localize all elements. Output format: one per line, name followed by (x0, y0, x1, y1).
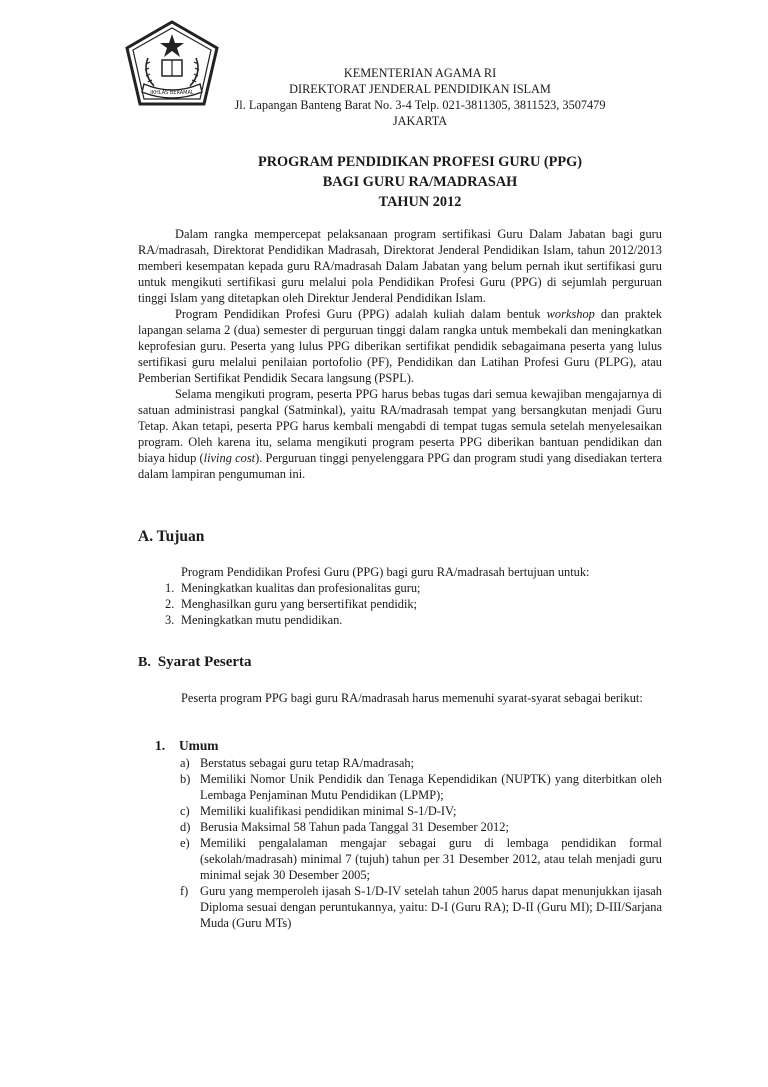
list-item-number: c) (180, 804, 190, 818)
letterhead (150, 65, 690, 129)
list-item-text: Guru yang memperoleh ijasah S-1/D-IV setelah tahun 2005 harus dapat menunjukkan ijasah Diploma sesuai dengan peruntukannya, yaitu: D-I (Guru RA); D-II (Guru MI); D-III/Sarjana Muda (Guru MTs) (200, 884, 662, 930)
list-item-text: Meningkatkan kualitas dan profesionalitas guru; (181, 581, 421, 595)
paragraph-2-text: Program Pendidikan Profesi Guru (PPG) adalah kuliah dalam bentuk (175, 307, 547, 321)
list-item-number: 2. (165, 597, 175, 611)
list-item-text: Memiliki kualifikasi pendidikan minimal S-1/D-IV; (200, 804, 457, 818)
section-a-heading: A. Tujuan (138, 528, 205, 545)
section-a-intro: Program Pendidikan Profesi Guru (PPG) bagi guru RA/madrasah bertujuan untuk: (181, 565, 590, 579)
ministry-name: KEMENTERIAN AGAMA RI (343, 66, 497, 80)
paragraph-3 (138, 386, 662, 482)
list-item-number: 3. (165, 613, 175, 627)
title-line-2: BAGI GURU RA/MADRASAH (322, 174, 518, 190)
requirements-list (180, 755, 662, 931)
list-item-number: e) (180, 836, 190, 850)
paragraph-3-emphasis: living cost (203, 451, 256, 465)
list-item-number: a) (180, 756, 190, 770)
paragraph-3-text: Selama mengikuti program, peserta PPG harus bebas tugas dari semua kewajiban mengajarnya di satuan administrasi pangkal (Satminkal), yaitu RA/madrasah tempat yang bersangkutan menjadi Guru Tetap. Akan tetapi, peserta PPG harus kembali mengabdi di tempat tugas semula setelah menyelesaikan program. Oleh karena itu, selama mengikuti program peserta PPG diberikan bantuan pendidikan dan biaya hidup ( (138, 387, 662, 465)
list-item-number: f) (180, 884, 189, 898)
list-item (180, 883, 662, 931)
list-item (165, 612, 421, 628)
city-name: JAKARTA (392, 114, 448, 128)
address-line: Jl. Lapangan Banteng Barat No. 3-4 Telp. 021-3811305, 3811523, 3507479 (234, 98, 606, 112)
list-item-number: d) (180, 820, 191, 834)
paragraph-2-text-end: dan praktek lapangan selama 2 (dua) semester di perguruan tinggi dalam rangka untuk membekali dan meningkatkan keprofesian guru. Peserta yang lulus PPG diberikan sertifikat pendidik sebagaimana peserta yang lulus sertifikasi guru melalui penilaian portofolio (PF), Pendidikan dan Latihan Profesi Guru (PLPG), atau Pemberian Sertifikat Pendidik Secara langsung (PSPL). (138, 307, 662, 385)
title-line-3: TAHUN 2012 (378, 194, 462, 210)
directorate-name: DIREKTORAT JENDERAL PENDIDIKAN ISLAM (289, 82, 551, 96)
list-item-text: Menghasilkan guru yang bersertifikat pendidik; (181, 597, 418, 611)
paragraph-2 (138, 306, 662, 386)
list-item-text: Memiliki pengalalaman mengajar sebagai guru di lembaga pendidikan formal (sekolah/madrasah) minimal 7 (tujuh) tahun per 31 Desember 2012, atau telah menjadi guru minimal sejak 30 Desember 2005; (200, 836, 662, 882)
section-a-list (165, 580, 421, 628)
list-item-text: Berstatus sebagai guru tetap RA/madrasah; (200, 756, 415, 770)
list-item-text: Memiliki Nomor Unik Pendidik dan Tenaga Kependidikan (NUPTK) yang diterbitkan oleh Lembaga Penjaminan Mutu Pendidikan (LPMP); (200, 772, 662, 802)
list-item-number: b) (180, 772, 191, 786)
subsection-label: Umum (179, 738, 219, 753)
list-item (180, 835, 662, 883)
section-b-intro: Peserta program PPG bagi guru RA/madrasah harus memenuhi syarat-syarat sebagai berikut: (181, 691, 643, 705)
intro-body (138, 226, 662, 482)
section-b-heading (138, 654, 252, 671)
subsection-umum-heading (155, 738, 218, 754)
document-title (150, 152, 690, 212)
list-item (180, 755, 662, 771)
list-item-text: Meningkatkan mutu pendidikan. (181, 613, 343, 627)
section-b-letter: B. (138, 655, 151, 670)
list-item (180, 771, 662, 803)
emblem-ribbon-text: IKHLAS BERAMAL (150, 90, 194, 96)
list-item-number: 1. (165, 581, 175, 595)
section-b-title: Syarat Peserta (157, 654, 252, 670)
paragraph-3-text-end: ). Perguruan tinggi penyelenggara PPG dan program studi yang disediakan tertera dalam lampiran pengumuman ini. (138, 451, 662, 481)
paragraph-2-emphasis: workshop (546, 307, 595, 321)
paragraph-1: Dalam rangka mempercepat pelaksanaan program sertifikasi Guru Dalam Jabatan bagi guru RA/madrasah, Direktorat Pendidikan Madrasah, Direktorat Jenderal Pendidikan Islam, tahun 2012/2013 memberi kesempatan kepada guru RA/madrasah Dalam Jabatan yang belum pernah ikut sertifikasi guru untuk mengikuti sertifikasi guru melalui pola Pendidikan Profesi Guru (PPG) di sejumlah perguruan tinggi Islam yang ditetapkan oleh Direktur Jenderal Pendidikan Islam. (138, 227, 662, 305)
list-item-text: Berusia Maksimal 58 Tahun pada Tanggal 31 Desember 2012; (200, 820, 509, 834)
list-item (180, 819, 662, 835)
subsection-number: 1. (155, 738, 166, 753)
title-line-1: PROGRAM PENDIDIKAN PROFESI GURU (PPG) (257, 154, 583, 170)
list-item (180, 803, 662, 819)
list-item (165, 580, 421, 596)
list-item (165, 596, 421, 612)
